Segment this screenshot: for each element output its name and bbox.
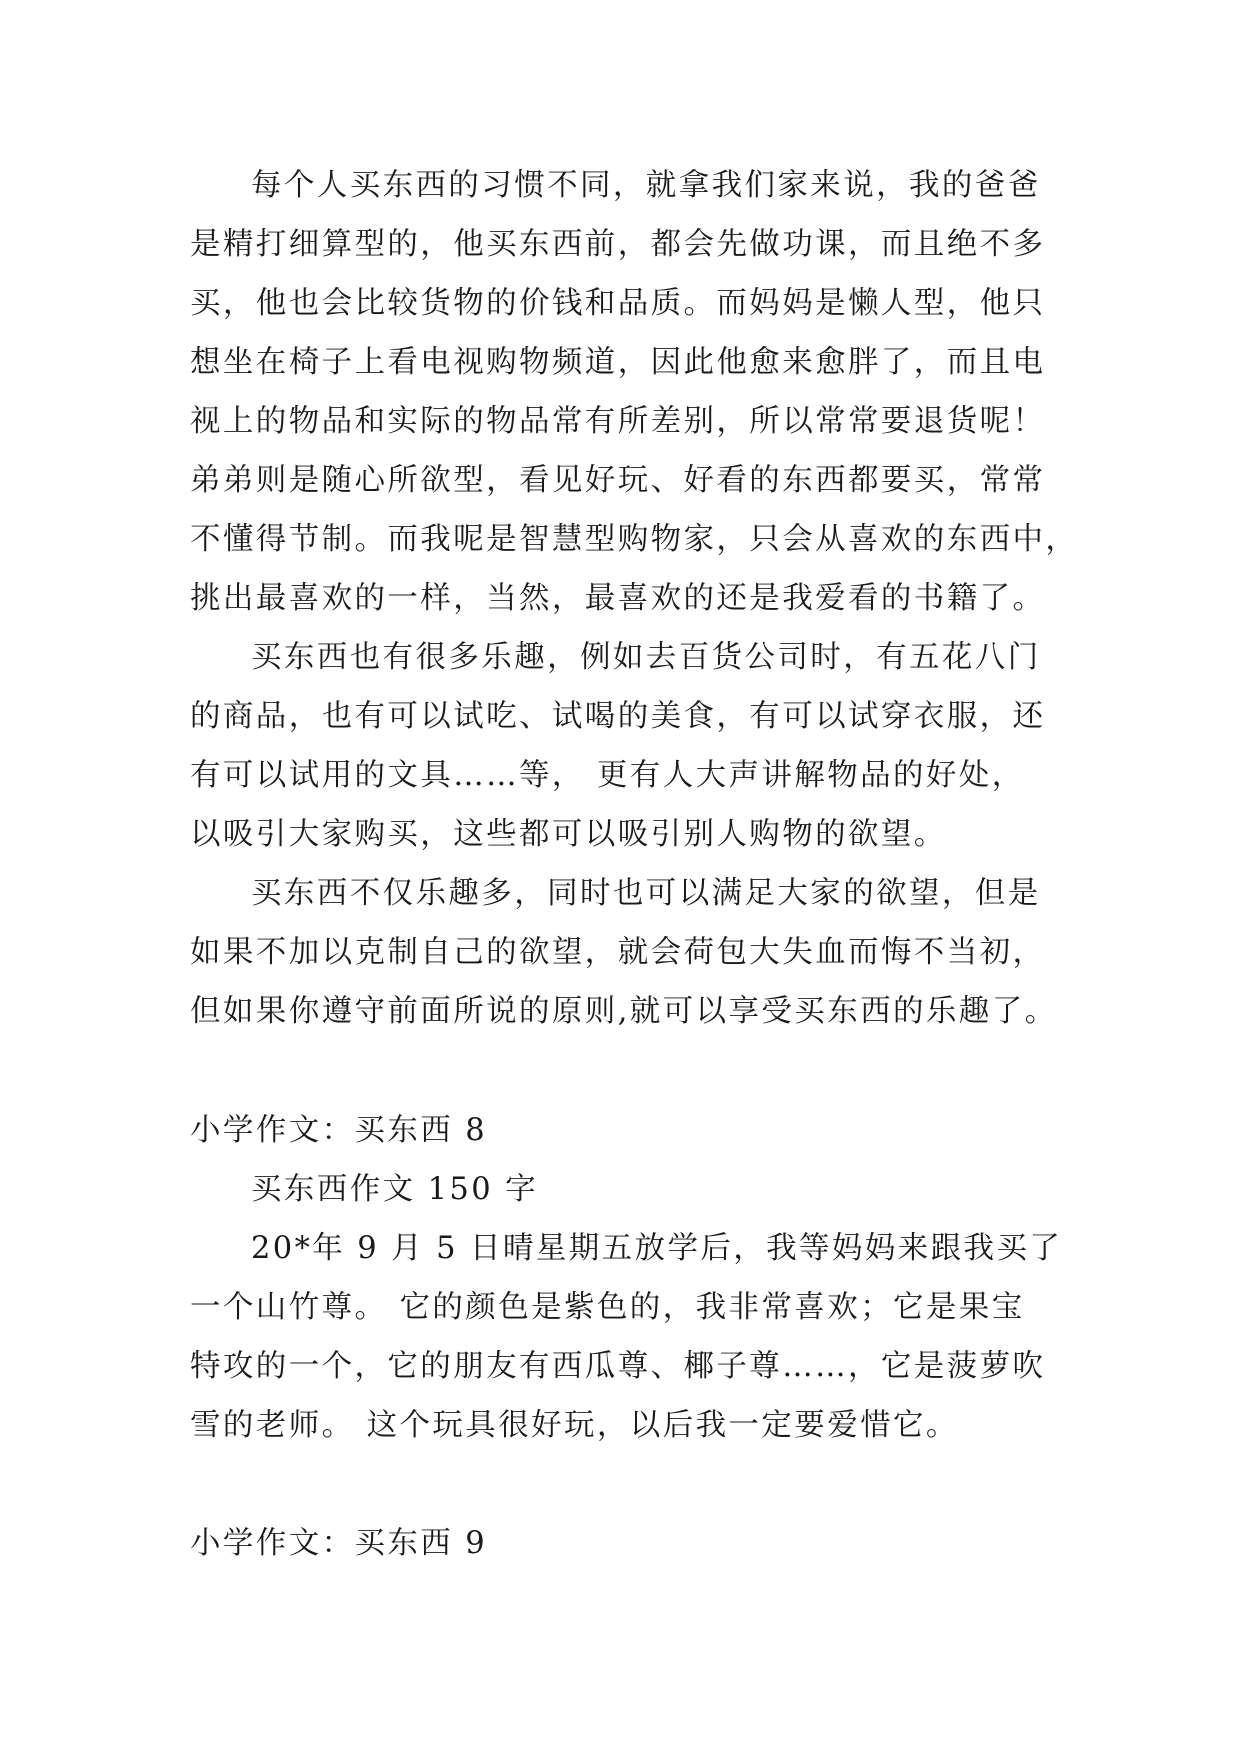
- paragraph-3-line-3: 但如果你遵守前面所说的原则,就可以享受买东西的乐趣了。: [190, 994, 1058, 1029]
- paragraph-4-line-2: 一个山竹尊。 它的颜色是紫色的，我非常喜欢；它是果宝: [190, 1290, 1025, 1325]
- essay-title: 买东西作文 150 字: [251, 1172, 539, 1207]
- paragraph-1-line-8: 挑出最喜欢的一样，当然，最喜欢的还是我爱看的书籍了。: [190, 581, 1046, 616]
- paragraph-1-line-6: 弟弟则是随心所欲型，看见好玩、好看的东西都要买，常常: [190, 463, 1046, 498]
- paragraph-1-line-5: 视上的物品和实际的物品常有所差别，所以常常要退货呢！: [190, 404, 1046, 439]
- paragraph-1-line-7: 不懂得节制。而我呢是智慧型购物家，只会从喜欢的东西中，: [190, 522, 1079, 557]
- paragraph-1-line-4: 想坐在椅子上看电视购物频道，因此他愈来愈胖了，而且电: [190, 345, 1046, 380]
- paragraph-1-line-1: 每个人买东西的习惯不同，就拿我们家来说，我的爸爸: [251, 168, 1041, 203]
- paragraph-3-line-1: 买东西不仅乐趣多，同时也可以满足大家的欲望，但是: [251, 876, 1041, 911]
- paragraph-2-line-3: 有可以试用的文具……等， 更有人大声讲解物品的好处，: [190, 758, 1025, 793]
- paragraph-4-line-1: 20*年 9 月 5 日晴星期五放学后，我等妈妈来跟我买了: [251, 1231, 1063, 1266]
- paragraph-2-line-4: 以吸引大家购买，这些都可以吸引别人购物的欲望。: [190, 817, 947, 852]
- paragraph-4-line-4: 雪的老师。 这个玩具很好玩，以后我一定要爱惜它。: [190, 1408, 959, 1443]
- section-heading-9: 小学作文：买东西 9: [190, 1526, 488, 1561]
- paragraph-3-line-2: 如果不加以克制自己的欲望，就会荷包大失血而悔不当初，: [190, 935, 1046, 970]
- paragraph-2-line-1: 买东西也有很多乐趣，例如去百货公司时，有五花八门: [251, 640, 1041, 675]
- paragraph-1-line-2: 是精打细算型的，他买东西前，都会先做功课，而且绝不多: [190, 227, 1046, 262]
- paragraph-1-line-3: 买，他也会比较货物的价钱和品质。而妈妈是懒人型，他只: [190, 286, 1046, 321]
- section-heading-8: 小学作文：买东西 8: [190, 1113, 488, 1148]
- paragraph-2-line-2: 的商品，也有可以试吃、试喝的美食，有可以试穿衣服，还: [190, 699, 1046, 734]
- paragraph-4-line-3: 特攻的一个，它的朋友有西瓜尊、椰子尊……，它是菠萝吹: [190, 1349, 1046, 1384]
